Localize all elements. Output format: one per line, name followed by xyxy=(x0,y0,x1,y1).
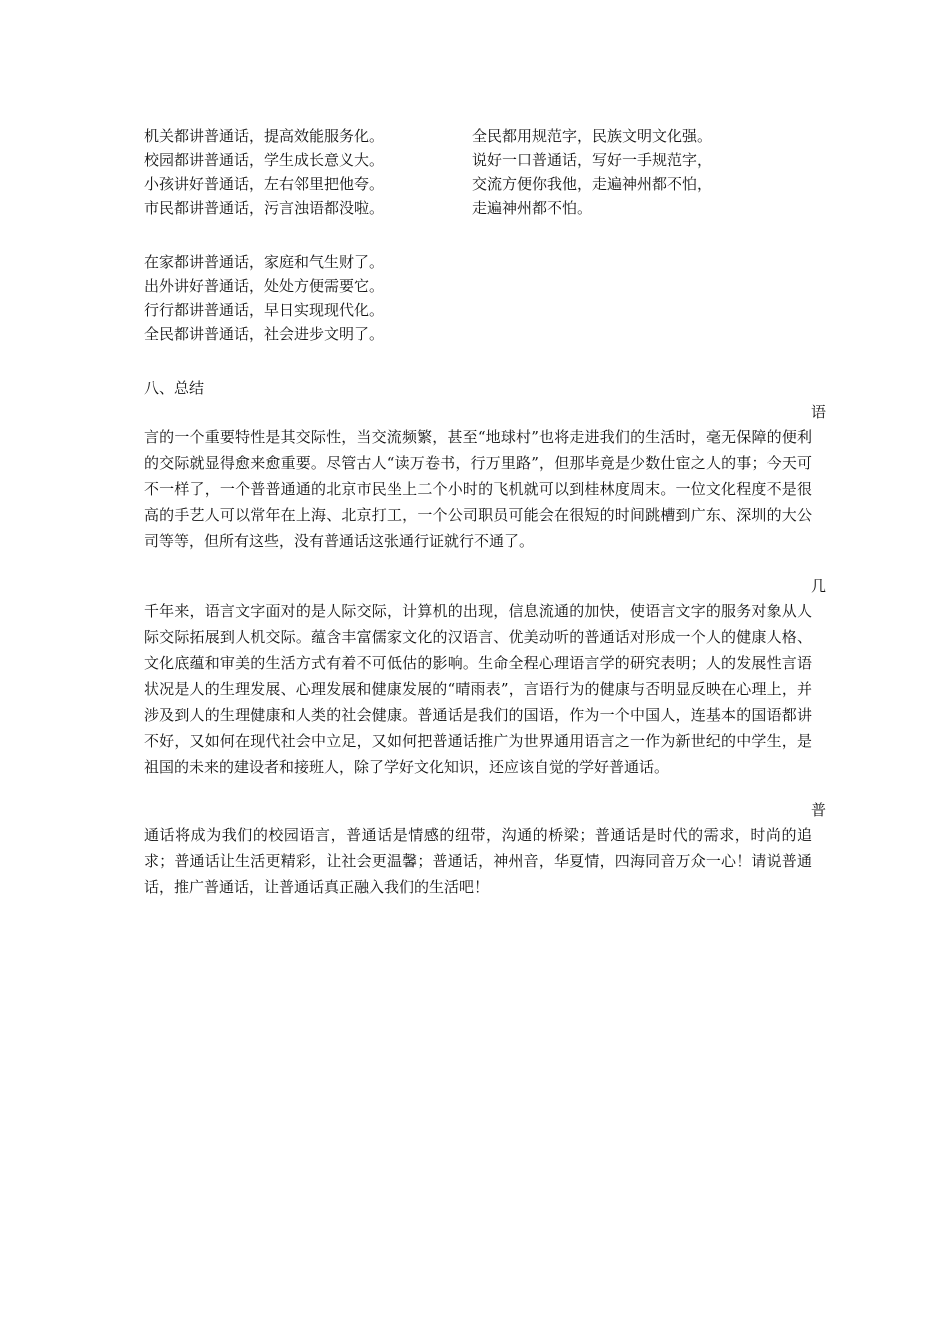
verse-line: 在家都讲普通话，家庭和气生财了。 xyxy=(144,253,385,271)
verse-line: 市民都讲普通话，污言浊语都没啦。 xyxy=(144,199,385,217)
verse-block-right-top xyxy=(472,124,712,220)
verse-line: 出外讲好普通话，处处方便需要它。 xyxy=(144,277,385,295)
verse-line: 校园都讲普通话，学生成长意义大。 xyxy=(144,151,385,169)
paragraph-lead-char: 语 xyxy=(810,403,826,421)
paragraph-body: 通话将成为我们的校园语言，普通话是情感的纽带，沟通的桥梁；普通话是时代的需求，时尚的追求；普通话让生活更精彩，让社会更温馨；普通话，神州音，华夏情，四海同音万众一心！请说普通话，推广普通话，让普通话真正融入我们的生活吧！ xyxy=(144,826,812,896)
verse-line: 全民都讲普通话，社会进步文明了。 xyxy=(144,325,385,343)
verse-line: 行行都讲普通话，早日实现现代化。 xyxy=(144,301,385,319)
paragraph-lead-char: 几 xyxy=(810,577,826,595)
verse-line: 全民都用规范字，民族文明文化强。 xyxy=(472,127,713,145)
verse-line: 交流方便你我他，走遍神州都不怕， xyxy=(472,175,713,193)
verse-line: 说好一口普通话，写好一手规范字， xyxy=(472,151,713,169)
verse-block-left-bottom xyxy=(144,250,384,346)
paragraph-body: 言的一个重要特性是其交际性，当交流频繁，甚至“地球村”也将走进我们的生活时，毫无保障的便利的交际就显得愈来愈重要。尽管古人“读万卷书，行万里路”，但那毕竟是少数仕宦之人的事；今天可不一样了，一个普普通通的北京市民坐上二个小时的飞机就可以到桂林度周末。一位文化程度不是很高的手艺人可以常年在上海、北京打工，一个公司职员可能会在很短的时间跳槽到广东、深圳的大公司等等，但所有这些，没有普通话这张通行证就行不通了。 xyxy=(144,428,812,550)
paragraph-lead-char: 普 xyxy=(810,801,826,819)
verse-block-left-top xyxy=(144,124,384,220)
verse-line: 小孩讲好普通话，左右邻里把他夸。 xyxy=(144,175,385,193)
section-heading: 八、总结 xyxy=(144,379,205,397)
verse-line: 走遍神州都不怕。 xyxy=(472,199,593,217)
paragraph-body: 千年来，语言文字面对的是人际交际，计算机的出现，信息流通的加快，使语言文字的服务对象从人际交际拓展到人机交际。蕴含丰富儒家文化的汉语言、优美动听的普通话对形成一个人的健康人格、文化底蕴和审美的生活方式有着不可低估的影响。生命全程心理语言学的研究表明；人的发展性言语状况是人的生理发展、心理发展和健康发展的“晴雨表”，言语行为的健康与否明显反映在心理上，并涉及到人的生理健康和人类的社会健康。普通话是我们的国语，作为一个中国人，连基本的国语都讲不好，又如何在现代社会中立足，又如何把普通话推广为世界通用语言之一作为新世纪的中学生，是祖国的未来的建设者和接班人，除了学好文化知识，还应该自觉的学好普通话。 xyxy=(144,602,812,776)
verse-line: 机关都讲普通话，提高效能服务化。 xyxy=(144,127,385,145)
